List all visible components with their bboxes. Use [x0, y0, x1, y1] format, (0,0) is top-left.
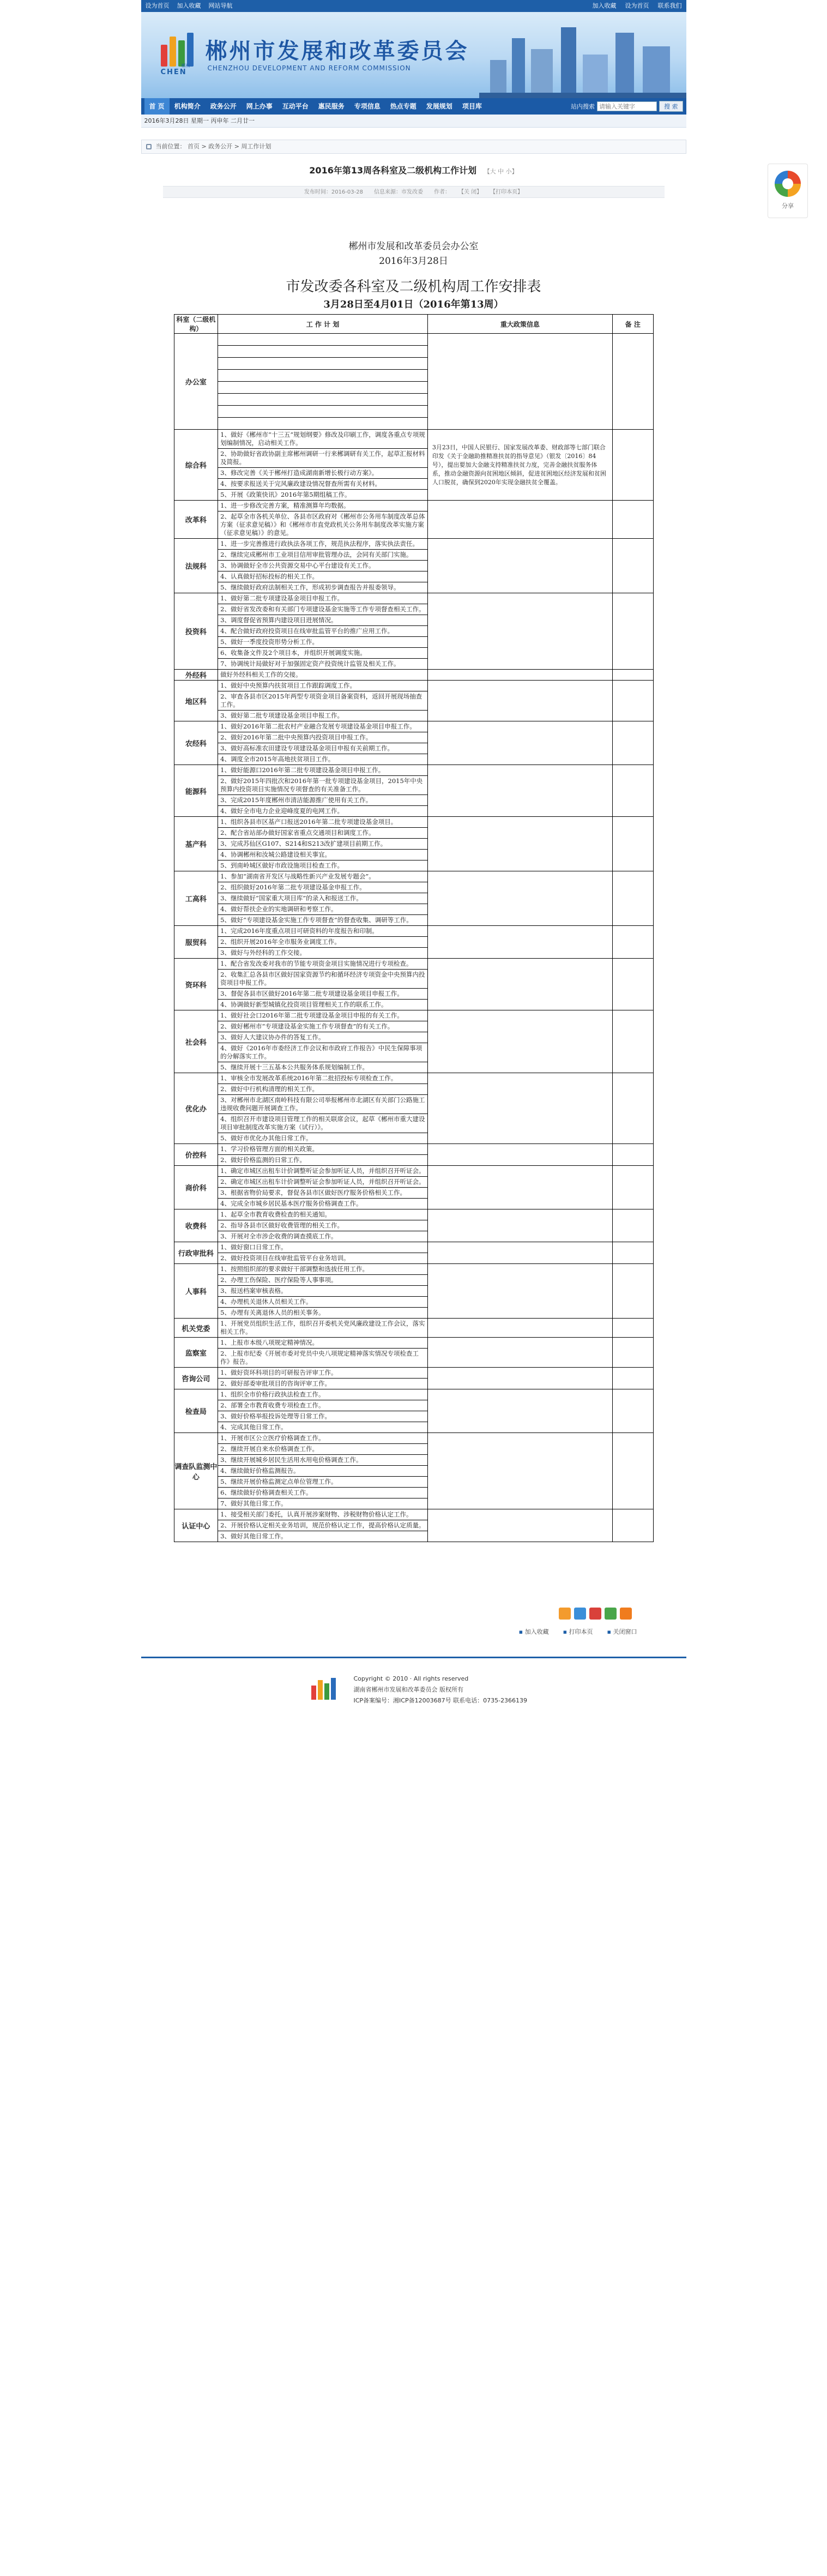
department-cell: 价控科 [174, 1144, 218, 1166]
task-cell [218, 406, 428, 418]
table-row [174, 1433, 653, 1444]
policy-info-cell [427, 334, 612, 430]
department-cell: 咨询公司 [174, 1368, 218, 1389]
task-cell: 1、确定市城区出租车计价调整听证会参加听证人员，并组织召开听证会。 [218, 1166, 428, 1177]
nav-item[interactable]: 发展规划 [426, 103, 452, 110]
policy-info-cell [427, 1433, 612, 1509]
logo-small-text: 郴州 [181, 63, 190, 68]
task-cell: 3、协调做好全市公共资源交易中心平台建设有关工作。 [218, 561, 428, 571]
table-row [174, 334, 653, 346]
table-row [174, 765, 653, 776]
task-cell: 7、协调统计局做好对于加强固定资产投资统计监管及相关工作。 [218, 659, 428, 670]
remark-cell [613, 501, 653, 539]
search-input[interactable] [597, 101, 657, 111]
task-cell: 3、做好第二批专项建设基金项目申报工作。 [218, 711, 428, 721]
footer-logo [310, 1675, 343, 1707]
task-cell: 4、组织召开市建设项目管理工作的相关联席会议，起草《郴州市重大建设项目审批制度改革实施方案（试行）》。 [218, 1114, 428, 1133]
remark-cell [613, 593, 653, 670]
column-header: 工 作 计 划 [218, 315, 428, 334]
table-row [174, 817, 653, 828]
share-float-label: 分享 [782, 202, 794, 209]
logo-bar-icon [161, 45, 167, 67]
table-row [174, 1368, 653, 1379]
task-cell: 3、继续开展城乡居民生活用水用电价格调查工作。 [218, 1455, 428, 1466]
task-cell: 2、上报市纪委《开展市委对党员中央八项规定精神落实情况专项检查工作》报告。 [218, 1349, 428, 1368]
task-cell: 4、认真做好招标投标的相关工作。 [218, 571, 428, 582]
task-cell: 2、指导各县市区做好收费管理的相关工作。 [218, 1220, 428, 1231]
task-cell: 3、做好其他日常工作。 [218, 1531, 428, 1542]
task-cell: 1、做好窗口日常工作。 [218, 1242, 428, 1253]
task-cell: 3、继续做好“国家重大项目库”的录入和报送工作。 [218, 893, 428, 904]
table-row [174, 1338, 653, 1349]
department-cell: 收费科 [174, 1209, 218, 1242]
breadcrumb [141, 140, 686, 154]
breadcrumb-text[interactable]: 当前位置： 首页 > 政务公开 > 周工作计划 [155, 143, 271, 150]
task-cell: 1、进一步完善推进行政执法各项工作，规范执法程序，落实执法责任。 [218, 539, 428, 550]
nav-item[interactable]: 专项信息 [354, 103, 381, 110]
remark-cell [613, 1264, 653, 1319]
policy-info-cell: 3月23日，中国人民银行、国家发展改革委、财政部等七部门联合印发《关于金融助推精准扶贫的指导意见》（银发〔2016〕84号），提出要加大金融支持精准扶贫力度，完善金融扶贫服务体系，推动金融资源向贫困地区倾斜，促进贫困地区经济发展和贫困人口脱贫，确保到2020年实现金融扶贫全覆盖。 [427, 430, 612, 501]
table-row [174, 501, 653, 511]
site-search [571, 101, 683, 112]
logo-text: CHEN [160, 68, 187, 76]
policy-info-cell [427, 1242, 612, 1264]
department-cell: 优化办 [174, 1073, 218, 1144]
task-cell [218, 370, 428, 382]
task-cell: 5、到南岭城区做好市政设施项目检查工作。 [218, 860, 428, 871]
policy-info-cell [427, 1319, 612, 1338]
meta-item: 作者： [433, 189, 450, 195]
task-cell: 2、做好2015年四批次和2016年第一批专项建设基金项目，2015年中央预算内投资项目实施情况专项督查的有关准备工作。 [218, 776, 428, 795]
site-banner [141, 12, 686, 98]
policy-info-cell [427, 1010, 612, 1073]
top-links [146, 0, 240, 12]
department-cell: 工高科 [174, 871, 218, 926]
article-title [163, 164, 665, 176]
table-row [174, 1010, 653, 1021]
task-cell: 4、协调做好新型城镇化投资项目管理相关工作的联系工作。 [218, 1000, 428, 1010]
task-cell: 1、做好中央预算内扶贫项目工作跟踪调度工作。 [218, 681, 428, 691]
task-cell: 5、做好“专项建设基金实施工作专项督查”的督查收集、调研等工作。 [218, 915, 428, 926]
task-cell: 2、组织开展2016年全市服务业调度工作。 [218, 937, 428, 948]
policy-info-cell [427, 1073, 612, 1144]
task-cell: 3、修改完善《关于郴州打造成湖南新增长极行动方案》。 [218, 468, 428, 479]
share-op[interactable]: ▪ 打印本页 [563, 1627, 593, 1636]
task-cell: 5、办理有关离退休人员的相关事务。 [218, 1308, 428, 1319]
remark-cell [613, 334, 653, 430]
table-header-row [174, 315, 653, 334]
task-cell: 4、调度全市2015年高地扶贫项目工作。 [218, 754, 428, 765]
task-cell: 1、上报市本级八项规定精神情况。 [218, 1338, 428, 1349]
table-row [174, 539, 653, 550]
page-wrapper [141, 0, 686, 1722]
footer-line: ICP备案编号：湘ICP备12003687号 联系电话：0735-2366139 [353, 1697, 528, 1704]
table-row [174, 430, 653, 449]
department-cell: 服贸科 [174, 926, 218, 959]
task-cell: 3、督促各县市区做好2016年第二批专项建设基金项目申报工作。 [218, 989, 428, 1000]
task-cell: 3、做好与外经科的工作交接。 [218, 948, 428, 959]
site-footer [141, 1657, 686, 1722]
document-subtitle: 3月28日至4月01日（2016年第13周） [323, 299, 504, 310]
task-cell: 2、配合省站部办做好国家省重点交通项目和调度工作。 [218, 828, 428, 839]
share-op[interactable]: ▪ 加入收藏 [519, 1627, 549, 1636]
top-right-link[interactable]: 加入收藏 [592, 2, 617, 9]
policy-info-cell [427, 539, 612, 593]
site-subtitle: CHENZHOU DEVELOPMENT AND REFORM COMMISSION [207, 64, 411, 72]
home-icon [146, 144, 152, 149]
task-cell: 2、收集汇总各县市区做好国家资源节约和循环经济专项资金中央预算内投资项目申报工作。 [218, 970, 428, 989]
task-cell: 3、开展对全市涉企收费的调查摸底工作。 [218, 1231, 428, 1242]
share-more-icon[interactable] [620, 1608, 632, 1620]
policy-info-cell [427, 1368, 612, 1389]
policy-info-cell [427, 721, 612, 765]
task-cell: 1、做好能源口2016年第二批专项建设基金项目申报工作。 [218, 765, 428, 776]
share-kaixin-icon[interactable] [605, 1608, 617, 1620]
department-cell: 基产科 [174, 817, 218, 871]
policy-info-cell [427, 926, 612, 959]
table-row [174, 871, 653, 882]
policy-info-cell [427, 1389, 612, 1433]
top-link[interactable]: 加入收藏 [177, 2, 201, 9]
font-size-switch[interactable]: 【大 中 小】 [484, 168, 518, 175]
task-cell: 5、开展《政策快讯》2016年第5期组稿工作。 [218, 490, 428, 501]
remark-cell [613, 1389, 653, 1433]
department-cell: 认证中心 [174, 1509, 218, 1542]
task-cell [218, 358, 428, 370]
task-cell: 2、起草全市各机关单位、各县市区政府对《郴州市公务用车制度改革总体方案（征求意见稿）》和《郴州市市直党政机关公务用车制度改革实施方案（征求意见稿）》的意见。 [218, 511, 428, 539]
task-cell: 3、调度督促省预算内建设项目进展情况。 [218, 615, 428, 626]
nav-item[interactable]: 热点专题 [390, 103, 416, 110]
remark-cell [613, 721, 653, 765]
task-cell [218, 346, 428, 358]
date-bar: 2016年3月28日 星期一 丙申年 二月廿一 [141, 115, 686, 128]
task-cell: 2、做好2016年第二批中央预算内投资项目申报工作。 [218, 732, 428, 743]
site-title: 郴州市发展和改革委员会 [205, 39, 469, 64]
task-cell: 2、做好中行机构清理的相关工作。 [218, 1084, 428, 1095]
nav-item[interactable]: 机构简介 [174, 103, 201, 110]
share-qzone-icon[interactable] [574, 1608, 586, 1620]
task-cell: 1、组织各县市区基产口报送2016年第二批专项建设基金项目。 [218, 817, 428, 828]
share-op[interactable]: ▪ 关闭窗口 [607, 1627, 637, 1636]
department-cell: 人事科 [174, 1264, 218, 1319]
logo-bar-icon [187, 33, 194, 67]
policy-info-cell [427, 681, 612, 721]
table-row [174, 670, 653, 681]
table-row [174, 1242, 653, 1253]
search-label: 站内搜索 [571, 103, 595, 110]
task-cell: 2、组织做好2016年第二批专项建设基金申报工作。 [218, 882, 428, 893]
remark-cell [613, 1338, 653, 1368]
article-title-text: 2016年第13周各科室及二级机构工作计划 [309, 165, 477, 176]
task-cell: 4、完成全市城乡居民基本医疗服务价格调查工作。 [218, 1199, 428, 1209]
remark-cell [613, 1319, 653, 1338]
table-row [174, 1389, 653, 1400]
task-cell: 1、完成2016年度重点项目可研资料的年度报告和印制。 [218, 926, 428, 937]
task-cell: 4、配合做好政府投资项目在线审批监管平台的推广应用工作。 [218, 626, 428, 637]
department-cell: 农经科 [174, 721, 218, 765]
top-strip [141, 0, 686, 12]
department-cell: 监察室 [174, 1338, 218, 1368]
table-row [174, 1209, 653, 1220]
task-cell: 1、起草全市教育收费检查的相关通知。 [218, 1209, 428, 1220]
department-cell: 调查队监测中心 [174, 1433, 218, 1509]
policy-info-cell [427, 1166, 612, 1209]
remark-cell [613, 1166, 653, 1209]
task-cell [218, 394, 428, 406]
table-row [174, 1073, 653, 1084]
column-header: 重大政策信息 [427, 315, 612, 334]
table-row [174, 593, 653, 604]
share-renren-icon[interactable] [589, 1608, 601, 1620]
department-cell: 资环科 [174, 959, 218, 1010]
nav-item[interactable]: 首 页 [144, 98, 170, 115]
policy-info-cell [427, 1144, 612, 1166]
city-skyline-image [479, 16, 686, 98]
policy-info-cell [427, 765, 612, 817]
task-cell: 1、做好2016年第二批农村产业融合发展专项建设基金项目申报工作。 [218, 721, 428, 732]
task-cell: 3、完成苏仙区G107、S214和S213改扩建项目前期工作。 [218, 839, 428, 850]
remark-cell [613, 1073, 653, 1144]
task-cell: 1、开展市区公立医疗价格调查工作。 [218, 1433, 428, 1444]
task-cell: 4、办理机关退休人员相关工作。 [218, 1297, 428, 1308]
table-row [174, 1264, 653, 1275]
task-cell: 1、进一步修改完善方案，精准测算年均数据。 [218, 501, 428, 511]
nav-item[interactable]: 惠民服务 [318, 103, 345, 110]
task-cell: 3、做好高标准农田建设专项建设基金项目申报有关前期工作。 [218, 743, 428, 754]
task-cell [218, 382, 428, 394]
task-cell: 3、报送档案审核表格。 [218, 1286, 428, 1297]
task-cell: 2、确定市城区出租车计价调整听证会参加听证人员，并组织召开听证会。 [218, 1177, 428, 1188]
document-date: 2016年3月28日 [379, 256, 448, 267]
policy-info-cell [427, 1209, 612, 1242]
remark-cell [613, 681, 653, 721]
task-cell: 3、完成2015年度郴州市清洁能源推广使用有关工作。 [218, 795, 428, 806]
task-cell: 做好外经科相关工作的交接。 [218, 670, 428, 681]
task-cell: 1、审核全市发展改革系统2016年第二批招投标专项检查工作。 [218, 1073, 428, 1084]
department-cell: 外经科 [174, 670, 218, 681]
task-cell [218, 418, 428, 430]
remark-cell [613, 1010, 653, 1073]
department-cell: 能源科 [174, 765, 218, 817]
policy-info-cell [427, 1509, 612, 1542]
remark-cell [613, 1209, 653, 1242]
meta-item[interactable]: 【打印本页】 [493, 189, 523, 195]
task-cell: 3、对郴州市北湖区南岭科技有限公司举报郴州市北湖区有关部门公路施工违规收费问题开展调查工作。 [218, 1095, 428, 1114]
task-cell: 1、按照组织部的要求做好干部调整和选拔任用工作。 [218, 1264, 428, 1275]
article [163, 164, 665, 1542]
remark-cell [613, 430, 653, 501]
task-cell: 6、继续做好价格调查相关工作。 [218, 1488, 428, 1498]
task-cell: 1、做好资环科项目的可研报告评审工作。 [218, 1368, 428, 1379]
task-cell: 4、做好全市电力企业迎峰度夏的电网工作。 [218, 806, 428, 817]
remark-cell [613, 1433, 653, 1509]
department-cell: 改革科 [174, 501, 218, 539]
meta-item: 发布时间：2016-03-28 [304, 189, 363, 195]
task-cell: 2、审查各县市区2015年两型专项资金项目备案资料，返回开展现场抽查工作。 [218, 691, 428, 711]
article-meta [163, 186, 665, 198]
task-cell [218, 334, 428, 346]
remark-cell [613, 539, 653, 593]
remark-cell [613, 1509, 653, 1542]
policy-info-cell [427, 501, 612, 539]
task-cell: 4、做好帮扶企业的实地调研和考察工作。 [218, 904, 428, 915]
task-cell: 5、做好市优化办其他日常工作。 [218, 1133, 428, 1144]
table-row [174, 926, 653, 937]
department-cell: 法规科 [174, 539, 218, 593]
top-right-link[interactable]: 设为首页 [625, 2, 649, 9]
task-cell: 2、继续开展自来水价格调查工作。 [218, 1444, 428, 1455]
remark-cell [613, 765, 653, 817]
remark-cell [613, 1242, 653, 1264]
top-link[interactable]: 设为首页 [145, 2, 170, 9]
remark-cell [613, 670, 653, 681]
task-cell: 3、做好人大建议协办件的答复工作。 [218, 1032, 428, 1043]
task-cell: 2、办理工伤保险、医疗保险等人事事项。 [218, 1275, 428, 1286]
task-cell: 4、按要求报送关于完风廉政建设情况督查所需有关材料。 [218, 479, 428, 490]
nav-item[interactable]: 网上办事 [246, 103, 273, 110]
nav-item[interactable]: 互动平台 [282, 103, 309, 110]
department-cell: 行政审批科 [174, 1242, 218, 1264]
column-header: 备 注 [613, 315, 653, 334]
column-header: 科室（二级机构） [174, 315, 218, 334]
department-cell: 商价科 [174, 1166, 218, 1209]
task-cell: 3、做好价格举报投诉处理等日常工作。 [218, 1411, 428, 1422]
work-plan-table [174, 314, 654, 1542]
task-cell: 2、做好价格监测的日常工作。 [218, 1155, 428, 1166]
task-cell: 1、开展党员组织生活工作，组织召开委机关党风廉政建设工作会议，落实相关工作。 [218, 1319, 428, 1338]
department-cell: 综合科 [174, 430, 218, 501]
remark-cell [613, 926, 653, 959]
task-cell: 2、做好投资项目在线审批监管平台业务培训。 [218, 1253, 428, 1264]
task-cell: 4、完成其他日常工作。 [218, 1422, 428, 1433]
nav-items [144, 98, 487, 115]
share-float-badge[interactable] [768, 164, 808, 218]
policy-info-cell [427, 670, 612, 681]
task-cell: 2、做好部委审批项目的咨询评审工作。 [218, 1379, 428, 1389]
footer-line: 湖南省郴州市发展和改革委员会 版权所有 [353, 1686, 463, 1693]
task-cell: 1、参加“湖南省开发区与战略性新兴产业发展专题会”。 [218, 871, 428, 882]
table-row [174, 721, 653, 732]
table-row [174, 1166, 653, 1177]
table-row [174, 1319, 653, 1338]
task-cell: 5、继续开展十三五基本公共服务体系规划编制工作。 [218, 1062, 428, 1073]
logo-bar-icon [170, 37, 176, 67]
task-cell: 4、做好《2016年市委经济工作会议和市政府工作报告》中民生保障事项的分解落实工作。 [218, 1043, 428, 1062]
main-nav [141, 98, 686, 115]
department-cell: 检查局 [174, 1389, 218, 1433]
task-cell: 1、配合省发改委对我市的节能专项资金项目实施情况进行专项检查。 [218, 959, 428, 970]
task-cell: 1、组织全市价格行政执法检查工作。 [218, 1389, 428, 1400]
share-area [174, 1608, 654, 1646]
task-cell: 2、做好省发改委和有关部门专项建设基金实施等工作专项督查相关工作。 [218, 604, 428, 615]
task-cell: 5、继续开展价格监测定点单位管理工作。 [218, 1477, 428, 1488]
task-cell: 4、继续做好价格监测报告。 [218, 1466, 428, 1477]
department-cell: 投资科 [174, 593, 218, 670]
document-title: 市发改委各科室及二级机构周工作安排表 [286, 279, 541, 295]
table-row [174, 1509, 653, 1520]
table-row [174, 681, 653, 691]
share-logo-icon [775, 171, 801, 197]
share-weibo-icon[interactable] [559, 1608, 571, 1620]
policy-info-cell [427, 1264, 612, 1319]
policy-info-cell [427, 1338, 612, 1368]
document-org: 郴州市发展和改革委员会办公室 [348, 241, 479, 252]
site-logo[interactable] [159, 28, 197, 76]
task-cell: 6、收集备文件及2个项目本，并组织开展调度实施。 [218, 648, 428, 659]
department-cell: 办公室 [174, 334, 218, 430]
remark-cell [613, 871, 653, 926]
task-cell: 1、做好社会口2016年第二批专项建设基金项目申报的有关工作。 [218, 1010, 428, 1021]
task-cell: 4、协调郴州和汝城公路建设相关事宜。 [218, 850, 428, 860]
task-cell: 2、协助做好省政协副主席郴州调研一行来郴调研有关工作，起草汇报材料及简报。 [218, 449, 428, 468]
footer-line: Copyright © 2010 · All rights reserved [353, 1675, 469, 1682]
task-cell: 1、接受相关部门委托，认真开展涉案财物、涉税财物价格认定工作。 [218, 1509, 428, 1520]
task-cell: 5、继续做好政府法制相关工作，形成初步调查报告并报委领导。 [218, 582, 428, 593]
footer-text [354, 1674, 528, 1706]
top-link[interactable]: 网站导航 [208, 2, 233, 9]
remark-cell [613, 817, 653, 871]
task-cell: 2、开展价格认定相关业务培训，规范价格认定工作，提高价格认定质量。 [218, 1520, 428, 1531]
task-cell: 7、做好其他日常工作。 [218, 1498, 428, 1509]
table-row [174, 1144, 653, 1155]
department-cell: 地区科 [174, 681, 218, 721]
department-cell: 社会科 [174, 1010, 218, 1073]
remark-cell [613, 1368, 653, 1389]
task-cell: 2、继续完成郴州市工业项目信用审批管理办法，会同有关部门实施。 [218, 550, 428, 561]
task-cell: 3、根据省物价局要求，督促各县市区做好医疗服务价格相关工作。 [218, 1188, 428, 1199]
task-cell: 2、部署全市教育收费专项检查工作。 [218, 1400, 428, 1411]
search-button[interactable]: 搜 索 [659, 101, 683, 112]
task-cell: 1、做好第二批专项建设基金项目申报工作。 [218, 593, 428, 604]
top-right-link[interactable]: 联系我们 [657, 2, 682, 9]
task-cell: 1、做好《郴州市“十三五”规划纲要》修改及印刷工作，调度各重点专项规划编制情况，启动相关工作。 [218, 430, 428, 449]
top-right-links [584, 0, 682, 12]
meta-item[interactable]: 【关 闭】 [461, 189, 482, 195]
share-icons [559, 1608, 632, 1620]
table-row [174, 959, 653, 970]
remark-cell [613, 1144, 653, 1166]
remark-cell [613, 959, 653, 1010]
nav-item[interactable]: 政务公开 [210, 103, 237, 110]
policy-info-cell [427, 817, 612, 871]
task-cell: 5、做好一季度投资形势分析工作。 [218, 637, 428, 648]
task-cell: 1、学习价格管理方面的相关政策。 [218, 1144, 428, 1155]
policy-info-cell [427, 871, 612, 926]
meta-item: 信息来源：市发改委 [373, 189, 423, 195]
policy-info-cell [427, 593, 612, 670]
task-cell: 2、做好郴州市“专项建设基金实施工作专项督查”的有关工作。 [218, 1021, 428, 1032]
department-cell: 机关党委 [174, 1319, 218, 1338]
nav-item[interactable]: 项目库 [462, 103, 482, 110]
share-operations [519, 1627, 637, 1636]
policy-info-cell [427, 959, 612, 1010]
